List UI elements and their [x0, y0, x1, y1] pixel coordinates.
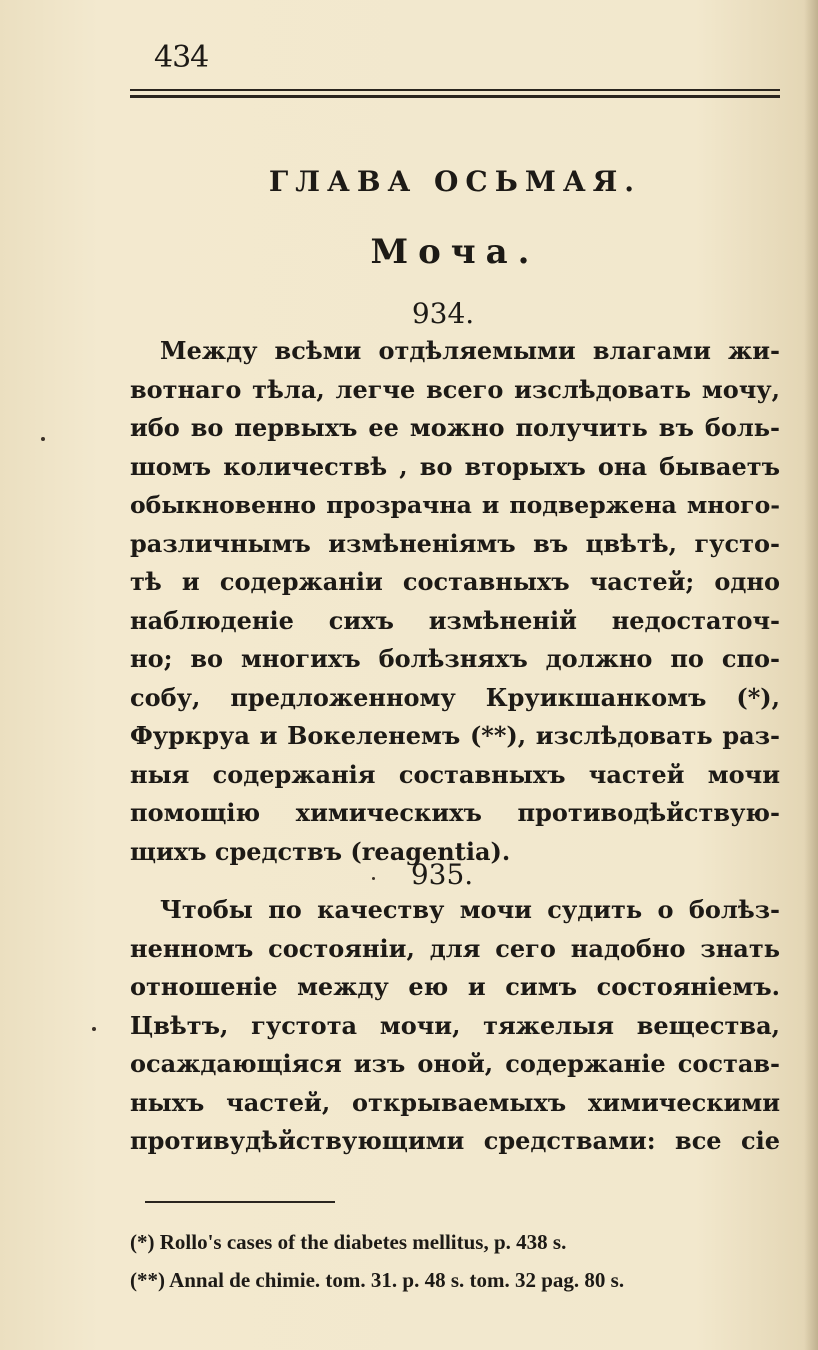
text-line: осаждающіяся изъ оной, содержаніе состав- [130, 1049, 780, 1078]
text-line: различнымъ измѣненіямъ въ цвѣтѣ, густо- [130, 528, 780, 558]
text-line: Фуркруа и Вокеленемъ (**), изслѣдовать раз- [130, 721, 780, 750]
text-line: щихъ средствъ (reagentia). [130, 836, 511, 866]
footnote-separator [145, 1201, 335, 1203]
text-line: вотнаго тѣла, легче всего изслѣдовать мочу, [130, 374, 780, 404]
text-line: ныхъ частей, открываемыхъ химическими [130, 1087, 780, 1117]
text-line: собу, предложенному Круикшанкомъ (*), [130, 682, 780, 712]
header-double-rule [130, 89, 780, 98]
section-title: Моча. [370, 232, 540, 272]
text-line: Чтобы по качеству мочи судить о болѣз- [160, 895, 780, 924]
text-line: ныя содержанія составныхъ частей мочи [130, 759, 780, 789]
paragraph-number: 934. [411, 297, 475, 330]
page-number: 434 [154, 40, 209, 75]
paper-speck [41, 437, 45, 441]
paragraph-935 [130, 891, 780, 1161]
chapter-title: ГЛАВА ОСЬМАЯ. [268, 165, 642, 198]
text-line: помощію химическихъ противодѣйствую- [130, 798, 780, 827]
text-line: шомъ количествѣ , во вторыхъ она бываетъ [130, 451, 780, 481]
text-line: наблюденіе сихъ измѣненій недостаточ- [130, 605, 780, 635]
text-line: отношеніе между ею и симъ состояніемъ. [130, 972, 780, 1001]
footnote: (**) Annal de chimie. tom. 31. p. 48 s. tom. 32 pag. 80 s. [130, 1268, 625, 1292]
text-line: тѣ и содержаніи составныхъ частей; одно [130, 567, 780, 596]
text-line: обыкновенно прозрачна и подвержена много- [130, 491, 780, 519]
text-line: но; во многихъ болѣзняхъ должно по спо- [130, 644, 780, 673]
footnotes [130, 1223, 780, 1299]
paragraph-934 [130, 332, 780, 871]
text-line: Между всѣми отдѣляемыми влагами жи- [160, 336, 780, 365]
paragraph-number: 935. [410, 858, 474, 891]
footnote: (*) Rollo's cases of the diabetes mellitus, p. 438 s. [130, 1230, 567, 1254]
page-edge-shadow [804, 0, 818, 1350]
text-line: ненномъ состояніи, для сего надобно знать [130, 933, 780, 963]
paper-speck [92, 1027, 96, 1031]
text-line: ибо во первыхъ ее можно получить въ боль- [130, 413, 780, 442]
text-line: Цвѣтъ, густота мочи, тяжелыя вещества, [130, 1010, 780, 1040]
text-line: противудѣйствующими средствами: все сіе [130, 1126, 780, 1155]
paper-speck [372, 877, 375, 880]
